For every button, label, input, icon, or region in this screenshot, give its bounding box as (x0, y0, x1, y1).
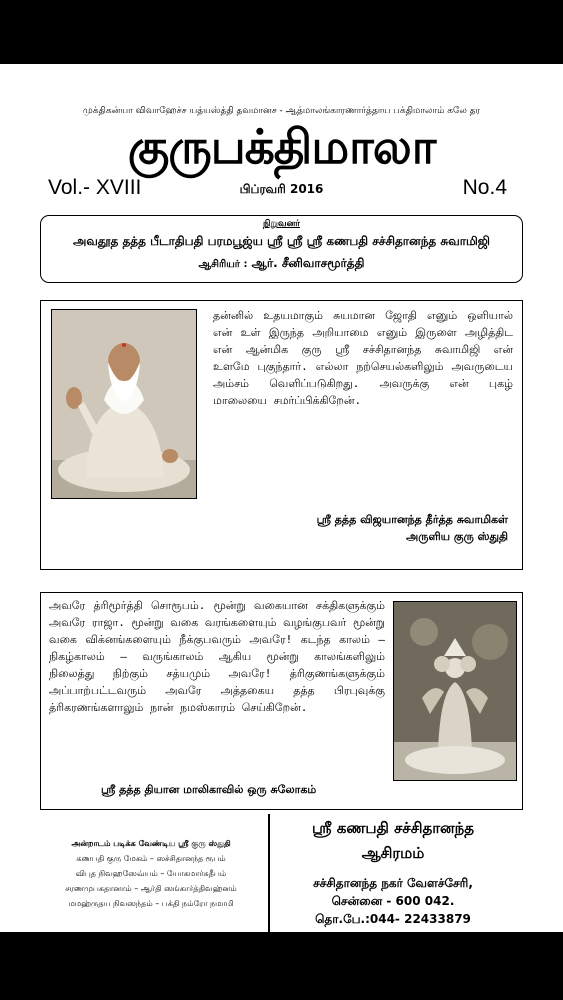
volume-label: Vol.- XVIII (48, 176, 142, 199)
editor-name: ஆர். சீனிவாசமூர்த்தி (251, 256, 365, 270)
guru-stuti-line: விபுத நிவஹஸேவ்யம் – யோகமார்கதீபம் (75, 869, 227, 878)
dattatreya-idol-icon (394, 602, 516, 780)
attribution-line-1: ஸ்ரீ தத்த விஜயானந்த தீர்த்த சுவாமிகள் (316, 513, 508, 526)
editor-line (41, 256, 522, 272)
founder-label: நிறுவனர் (262, 219, 301, 229)
verse-text-1: தன்னில் உதயமாகும் சுயமான ஜோதி எனும் ஒளியால் என் உள் இருந்த அறியாமை எனும் இருளை அழித்திட என் ஆன்மிக குரு ஸ்ரீ சச்சிதானந்த சுவாமிஜி என் உளமே புகுந்தார். எல்லா நற்செயல்களிலும் அவருடைய அம்சம் வெளிப்படுகிறது. அவருக்கு என் புகழ் மாலையை சமர்ப்பிக்கிறேன். (213, 309, 513, 407)
header-tagline: முக்திகன்யா விவாஹேச்ச யத்யஸ்த்தி தவமானச - ஆத்மாலங்காரணார்த்தாய பக்திமாலாம் கலே தர (82, 106, 481, 116)
verse-box-1 (40, 300, 523, 570)
verse-box-2 (40, 592, 523, 810)
vertical-divider (268, 814, 270, 932)
page-number: 3 (514, 940, 525, 960)
swamiji-photo (51, 309, 197, 499)
founder-box (40, 215, 523, 283)
guru-stuti-title: அன்றாடம் படிக்க வேண்டிய ஸ்ரீ குரு ஸ்துதி (71, 839, 231, 848)
magazine-title: குருபக்திமாலா (127, 120, 436, 175)
guru-stuti-line: மமஹ்ருதய நிவஸந்தம் – பக்தி நம்ரோ நமாமி (68, 899, 234, 908)
founder-name: அவதூத தத்த பீடாதிபதி பரமபூஜ்ய ஸ்ரீ ஸ்ரீ ஸ்ரீ கணபதி சச்சிதானந்த சுவாமிஜி (73, 234, 490, 248)
ashram-address (280, 874, 506, 928)
address-line-2: சென்னை - 600 042. (331, 894, 455, 908)
ashram-address-block (280, 816, 506, 928)
footer-date: பிப்ரவரி2016 (243, 946, 320, 960)
guru-stuti-line: சரணமுபகதானாம் – ஆர்தி ஸங்கார்த்திவஹ்னம் (65, 884, 237, 893)
guru-stuti-box (40, 836, 262, 934)
phone-number: தொ.பே.:044- 22433879 (315, 912, 471, 926)
issue-number: No.4 (462, 176, 507, 199)
footer-magazine-name: குரு பக்திமாலா (40, 944, 132, 959)
deity-photo (393, 601, 517, 781)
page (0, 64, 563, 960)
verse-text-2: அவரே த்ரிமூர்த்தி சொரூபம். மூன்று வகையான சக்திகளுக்கும் அவரே ராஜா. மூன்று வகை வரங்களையும் வழங்குபவர் மூன்று வகை விக்னங்களையும் நீக்குபவரும் அவரே! கடந்த காலம் – நிகழ்காலம் – வருங்காலம் ஆகிய மூன்று காலங்களிலும் நிலைத்து நிற்கும் சத்யமும் அவரே! த்ரிகுணங்களுக்கும் அப்பாற்பட்டவரும் அவரே அத்தகைய தத்த பிரபுவுக்கு த்ரிகரணங்களாலும் நான் நமஸ்காரம் செய்கிறேன். (49, 599, 385, 714)
issue-date: பிப்ரவரி 2016 (239, 182, 324, 196)
swamiji-image-icon (52, 310, 196, 498)
ashram-name-line-1: ஸ்ரீ கணபதி சச்சிதானந்த (312, 819, 474, 837)
address-line-1: சச்சிதானந்த நகர் வேளச்சேரி, (313, 876, 473, 890)
editor-label: ஆசிரியர் : (198, 259, 248, 270)
attribution-line-2: அருளிய குரு ஸ்துதி (406, 530, 508, 543)
verse-attribution-1 (317, 511, 508, 545)
verse-attribution-2: ஸ்ரீ தத்த தியான மாலிகாவில் ஒரு சுலோகம் (101, 783, 317, 796)
guru-stuti-line: கணபதி குரு மேகம் – ஸச்சிதானந்த ரூபம் (76, 854, 226, 863)
ashram-name-line-2: ஆசிரமம் (361, 844, 425, 862)
